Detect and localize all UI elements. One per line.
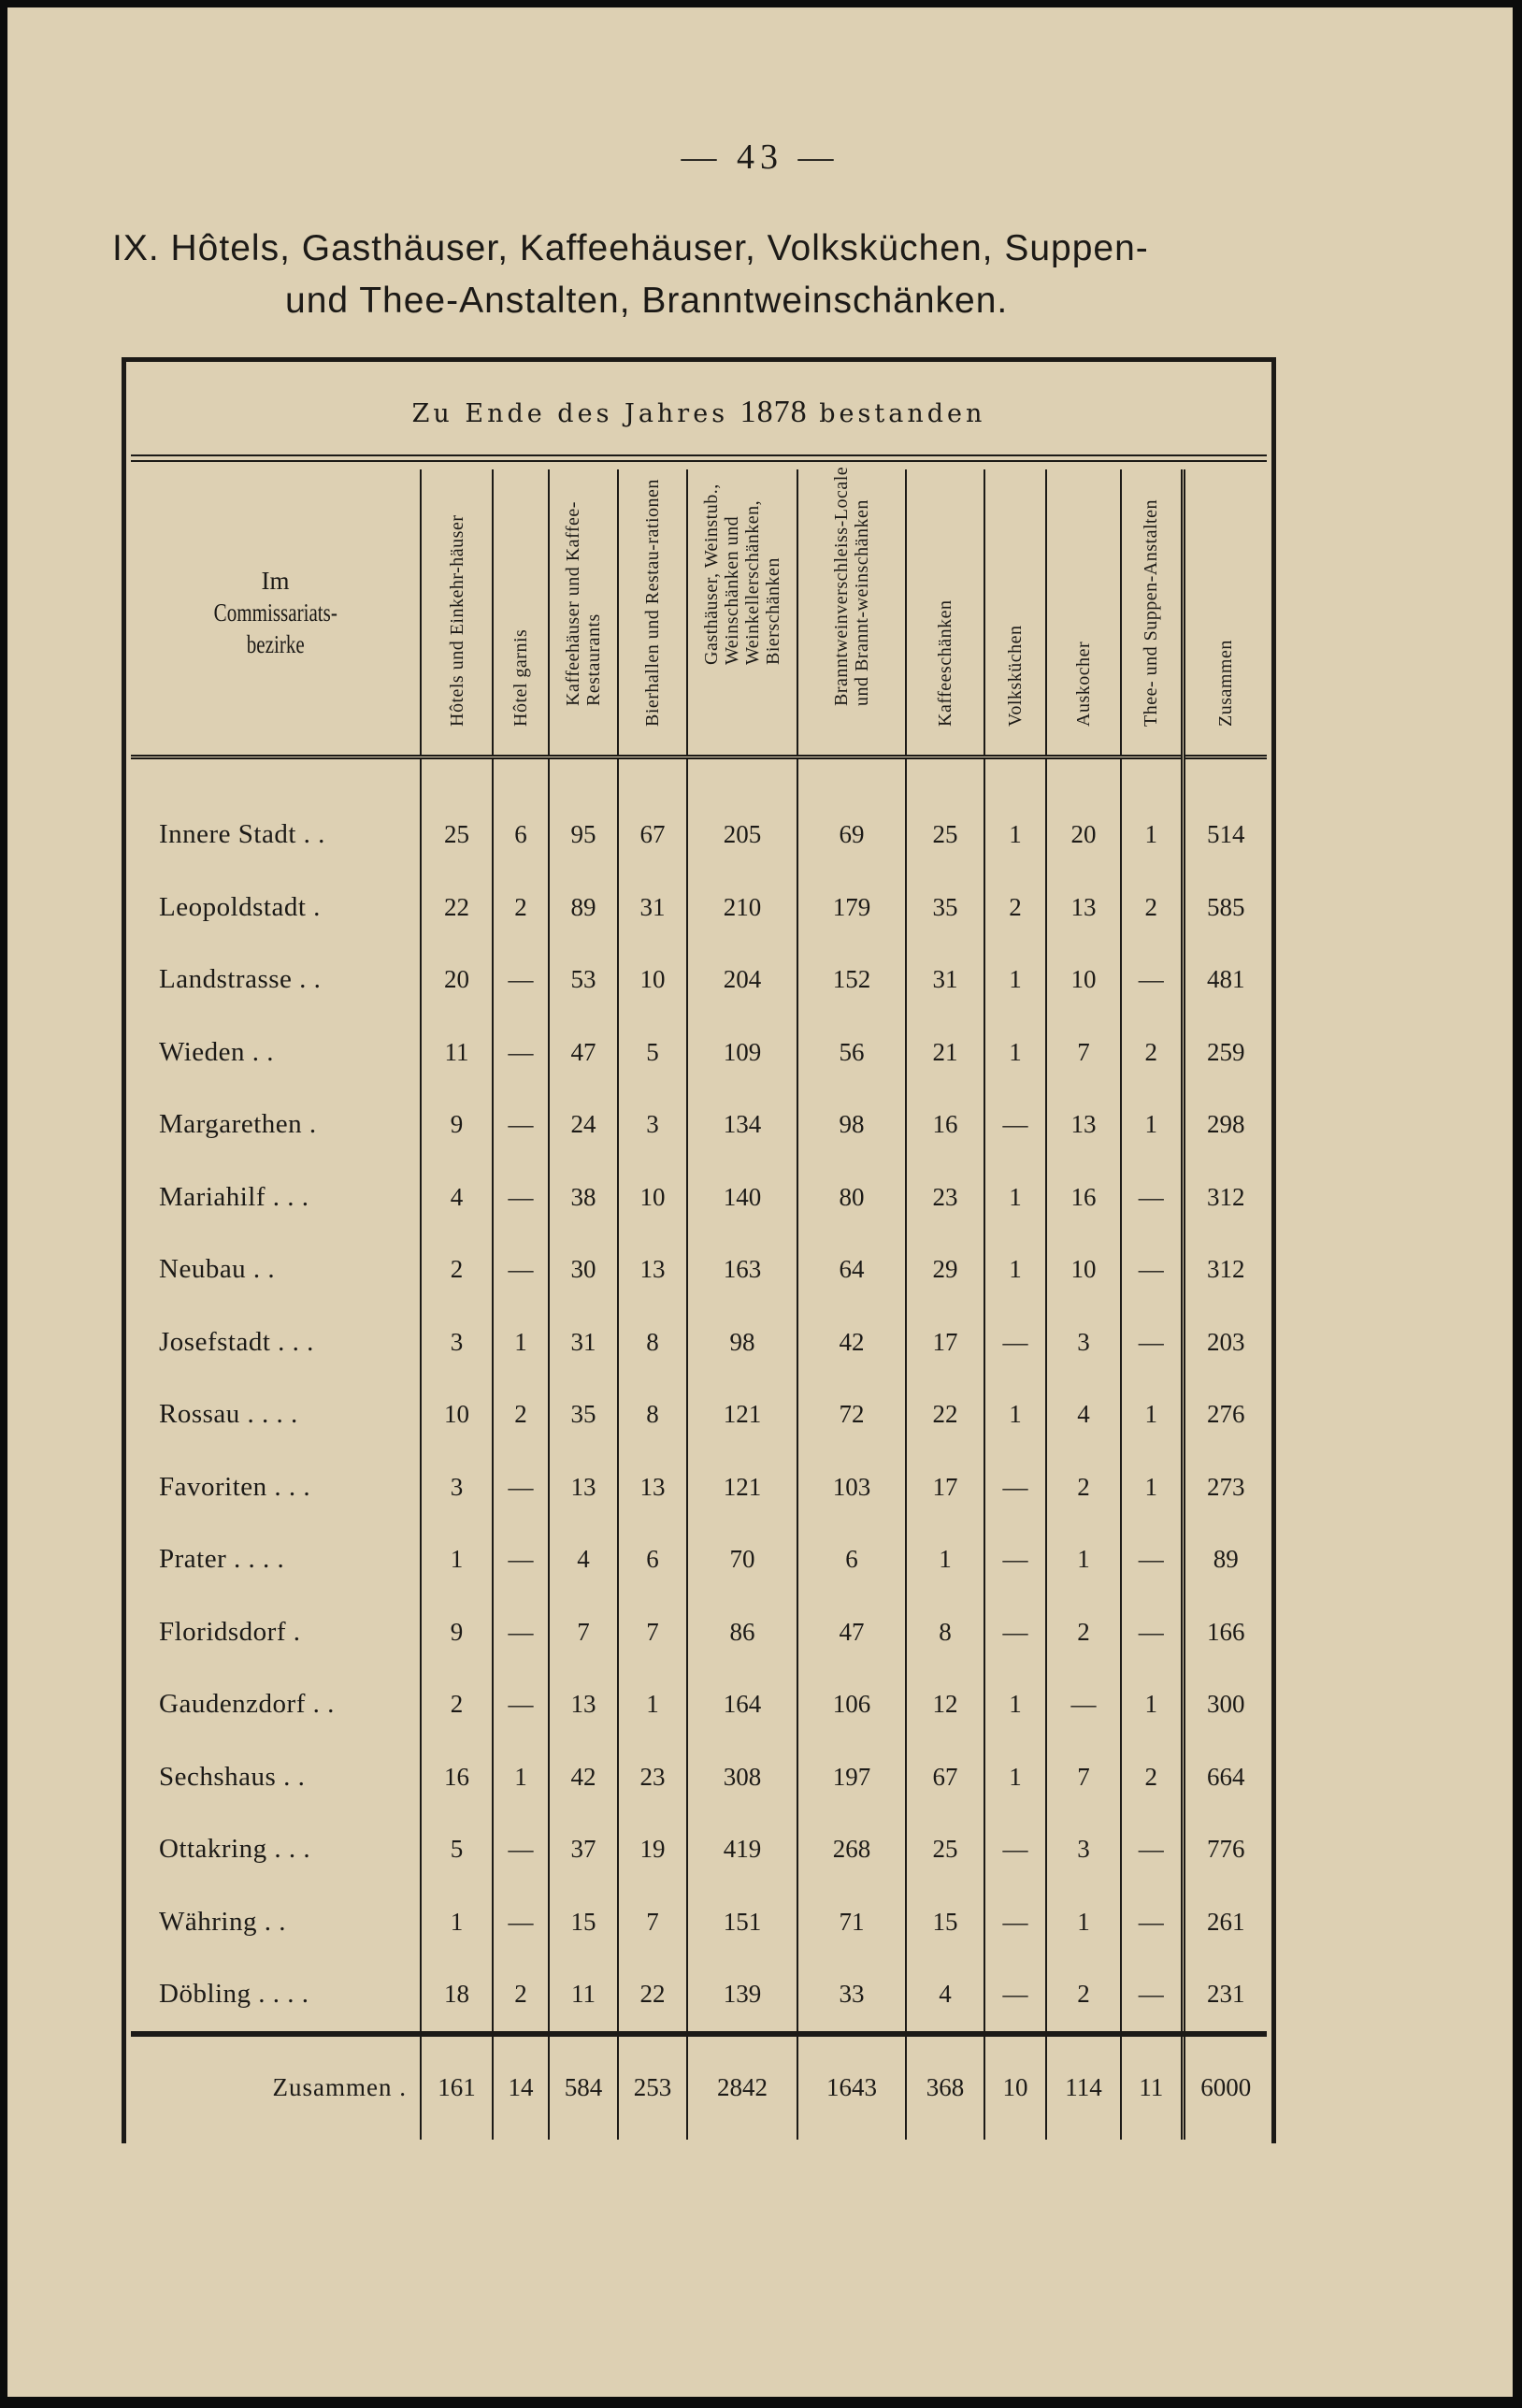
table-cell: 7	[1046, 1017, 1121, 1089]
table-cell: 13	[618, 1233, 687, 1306]
row-total-cell: 298	[1183, 1089, 1267, 1161]
caption-suffix: bestanden	[819, 399, 986, 428]
table-cell: 2	[1121, 1741, 1183, 1814]
table-cell: 13	[549, 1668, 618, 1741]
table-cell: 35	[549, 1378, 618, 1451]
table-cell: 2	[493, 872, 549, 944]
district-name: Gaudenzdorf . .	[159, 1689, 335, 1720]
table-cell: 7	[618, 1596, 687, 1669]
table-cell: —	[1121, 1306, 1183, 1379]
table-row	[131, 1523, 1267, 1596]
table-cell: 1	[984, 1741, 1046, 1814]
table-cell: 164	[687, 1668, 797, 1741]
table-row	[131, 1741, 1267, 1814]
table-cell: 1	[493, 1306, 549, 1379]
table-cell: 4	[906, 1958, 984, 2034]
table-row	[131, 1089, 1267, 1161]
table-cell: 56	[797, 1017, 906, 1089]
table-title	[112, 223, 1328, 327]
table-cell: 2	[1121, 872, 1183, 944]
table-cell: 8	[618, 1306, 687, 1379]
district-name: Margarethen .	[159, 1109, 317, 1140]
table-cell: —	[1121, 1596, 1183, 1669]
totals-cell: 14	[493, 2034, 549, 2140]
totals-cell: 253	[618, 2034, 687, 2140]
table-cell: 197	[797, 1741, 906, 1814]
row-total-cell: 300	[1183, 1668, 1267, 1741]
table-cell: —	[1121, 1886, 1183, 1959]
table-cell: —	[1121, 1233, 1183, 1306]
row-total-cell: 166	[1183, 1596, 1267, 1669]
table-row	[131, 1161, 1267, 1234]
table-row	[131, 1958, 1267, 2034]
table-cell: 10	[1046, 1233, 1121, 1306]
totals-cell: 368	[906, 2034, 984, 2140]
district-name: Mariahilf . . .	[159, 1181, 309, 1212]
table-cell: 7	[618, 1886, 687, 1959]
table-cell: 37	[549, 1813, 618, 1886]
table-cell: 17	[906, 1451, 984, 1524]
row-total-cell: 312	[1183, 1233, 1267, 1306]
document-page	[7, 7, 1513, 2397]
table-cell: 1	[1121, 799, 1183, 872]
table-cell: 69	[797, 799, 906, 872]
column-header	[1121, 469, 1183, 757]
table-cell: 3	[1046, 1306, 1121, 1379]
table-cell: 6	[618, 1523, 687, 1596]
table-row	[131, 944, 1267, 1017]
table-cell: 98	[797, 1089, 906, 1161]
table-cell: 1	[1046, 1886, 1121, 1959]
table-cell: 1	[984, 799, 1046, 872]
table-row	[131, 799, 1267, 872]
caption-prefix: Zu Ende des Jahres	[411, 399, 729, 428]
table-cell: 86	[687, 1596, 797, 1669]
district-name: Landstrasse . .	[159, 964, 322, 995]
table-cell: 3	[1046, 1813, 1121, 1886]
table-cell: 47	[797, 1596, 906, 1669]
district-name: Josefstadt . . .	[159, 1326, 314, 1357]
table-cell: 1	[1121, 1089, 1183, 1161]
district-header-line-3: bezirke	[246, 629, 305, 658]
table-cell: 17	[906, 1306, 984, 1379]
table-cell: 10	[1046, 944, 1121, 1017]
column-header-label: Auskocher	[1073, 641, 1094, 727]
table-cell: 2	[1121, 1017, 1183, 1089]
totals-cell: 584	[549, 2034, 618, 2140]
header-body-spacer	[131, 757, 1267, 800]
table-cell: 2	[493, 1958, 549, 2034]
table-row	[131, 1017, 1267, 1089]
column-header	[618, 469, 687, 757]
table-cell: —	[493, 1813, 549, 1886]
table-cell: 31	[618, 872, 687, 944]
table-cell: 1	[984, 1378, 1046, 1451]
table-cell: 5	[421, 1813, 493, 1886]
row-total-cell: 276	[1183, 1378, 1267, 1451]
table-cell: 121	[687, 1451, 797, 1524]
table-cell: 22	[618, 1958, 687, 2034]
table-cell: 6	[797, 1523, 906, 1596]
district-name: Ottakring . . .	[159, 1834, 311, 1865]
district-name: Leopoldstadt .	[159, 891, 321, 922]
table-cell: 10	[618, 1161, 687, 1234]
table-cell: 72	[797, 1378, 906, 1451]
column-header-label: Hôtels und Einkehr-häuser	[446, 514, 467, 727]
row-total-cell: 514	[1183, 799, 1267, 872]
table-cell: 12	[906, 1668, 984, 1741]
totals-cell-grand-total: 6000	[1183, 2034, 1267, 2140]
table-cell: 1	[984, 1233, 1046, 1306]
table-cell: 13	[1046, 1089, 1121, 1161]
row-total-cell: 203	[1183, 1306, 1267, 1379]
district-name: Neubau . .	[159, 1254, 276, 1285]
table-cell: 42	[797, 1306, 906, 1379]
table-cell: 23	[618, 1741, 687, 1814]
table-cell: 22	[906, 1378, 984, 1451]
table-row	[131, 1233, 1267, 1306]
row-total-cell: 664	[1183, 1741, 1267, 1814]
table-cell: —	[493, 1523, 549, 1596]
table-cell: 31	[906, 944, 984, 1017]
table-cell: 2	[421, 1233, 493, 1306]
column-header-label: Volksküchen	[1005, 625, 1026, 727]
table-cell: 163	[687, 1233, 797, 1306]
table-cell: 2	[1046, 1958, 1121, 2034]
district-name: Währing . .	[159, 1906, 286, 1937]
table-cell: 16	[906, 1089, 984, 1161]
table-cell: 7	[1046, 1741, 1121, 1814]
table-row	[131, 1668, 1267, 1741]
table-cell: 11	[549, 1958, 618, 2034]
table-cell: 103	[797, 1451, 906, 1524]
table-cell: —	[984, 1596, 1046, 1669]
table-cell: 6	[493, 799, 549, 872]
caption-year: 1878	[739, 395, 808, 429]
column-header-total	[1183, 469, 1267, 757]
table-cell: —	[1121, 1813, 1183, 1886]
table-row	[131, 1596, 1267, 1669]
district-header-line-2: Commissariats-	[213, 598, 337, 627]
row-total-cell: 312	[1183, 1161, 1267, 1234]
table-cell: 204	[687, 944, 797, 1017]
table-cell: 24	[549, 1089, 618, 1161]
table-cell: 106	[797, 1668, 906, 1741]
column-header	[797, 466, 906, 757]
table-cell: 139	[687, 1958, 797, 2034]
table-cell: 10	[618, 944, 687, 1017]
district-name: Rossau . . . .	[159, 1399, 298, 1430]
table-cell: 4	[421, 1161, 493, 1234]
table-cell: 210	[687, 872, 797, 944]
column-header-label: Kaffeeschänken	[935, 599, 955, 727]
table-cell: —	[1121, 1161, 1183, 1234]
table-cell: 4	[549, 1523, 618, 1596]
table-cell: 5	[618, 1017, 687, 1089]
district-name: Döbling . . . .	[159, 1979, 309, 2010]
totals-cell: 11	[1121, 2034, 1183, 2140]
totals-label: Zusammen .	[131, 2034, 421, 2140]
table-cell: 31	[549, 1306, 618, 1379]
district-header-line-1: Im	[261, 566, 290, 595]
title-line-2: und Thee-Anstalten, Branntweinschänken.	[285, 281, 1009, 321]
table-cell: 25	[906, 799, 984, 872]
statistics-table-frame	[122, 357, 1276, 2143]
table-cell: 9	[421, 1596, 493, 1669]
totals-cell: 10	[984, 2034, 1046, 2140]
table-cell: 4	[1046, 1378, 1121, 1451]
table-cell: 33	[797, 1958, 906, 2034]
title-line-1: IX. Hôtels, Gasthäuser, Kaffeehäuser, Volksküchen, Suppen-	[112, 228, 1149, 268]
totals-cell: 114	[1046, 2034, 1121, 2140]
table-cell: 23	[906, 1161, 984, 1234]
table-cell: 1	[984, 1668, 1046, 1741]
table-cell: 21	[906, 1017, 984, 1089]
frame-right-rule	[1271, 357, 1276, 2143]
table-cell: 1	[984, 944, 1046, 1017]
totals-cell: 161	[421, 2034, 493, 2140]
column-header	[1046, 469, 1121, 757]
table-cell: 38	[549, 1161, 618, 1234]
table-cell: 1	[906, 1523, 984, 1596]
table-cell: 2	[984, 872, 1046, 944]
table-cell: 53	[549, 944, 618, 1017]
table-cell: 1	[618, 1668, 687, 1741]
table-cell: 13	[1046, 872, 1121, 944]
table-cell: 18	[421, 1958, 493, 2034]
table-cell: 8	[906, 1596, 984, 1669]
totals-cell: 1643	[797, 2034, 906, 2140]
row-total-cell: 273	[1183, 1451, 1267, 1524]
table-cell: 80	[797, 1161, 906, 1234]
table-cell: —	[984, 1089, 1046, 1161]
table-cell: —	[493, 1451, 549, 1524]
column-header	[421, 469, 493, 757]
district-name: Sechshaus . .	[159, 1761, 306, 1792]
table-cell: 29	[906, 1233, 984, 1306]
table-cell: 20	[421, 944, 493, 1017]
table-cell: 15	[549, 1886, 618, 1959]
table-cell: —	[493, 944, 549, 1017]
caption-divider	[131, 454, 1267, 462]
table-cell: 16	[421, 1741, 493, 1814]
table-cell: 1	[493, 1741, 549, 1814]
row-total-cell: 261	[1183, 1886, 1267, 1959]
row-total-cell: 231	[1183, 1958, 1267, 2034]
table-cell: 89	[549, 872, 618, 944]
row-total-cell: 776	[1183, 1813, 1267, 1886]
column-header-label: Gasthäuser, Weinstub., Weinschänken und Weinkellerschänken, Bierschänken	[701, 483, 783, 665]
table-cell: 35	[906, 872, 984, 944]
frame-top-rule	[122, 357, 1276, 362]
table-cell: 13	[549, 1451, 618, 1524]
table-cell: 98	[687, 1306, 797, 1379]
table-cell: 3	[618, 1089, 687, 1161]
table-cell: 15	[906, 1886, 984, 1959]
table-cell: —	[1121, 1523, 1183, 1596]
table-cell: 151	[687, 1886, 797, 1959]
table-cell: —	[493, 1596, 549, 1669]
totals-row	[131, 2034, 1267, 2140]
table-row	[131, 1886, 1267, 1959]
column-header-label: Branntweinverschleiss-Locale und Brannt-weinschänken	[831, 466, 872, 706]
table-cell: —	[493, 1233, 549, 1306]
table-cell: 2	[421, 1668, 493, 1741]
table-cell: —	[984, 1306, 1046, 1379]
table-cell: 42	[549, 1741, 618, 1814]
table-cell: 1	[984, 1161, 1046, 1234]
table-row	[131, 1378, 1267, 1451]
table-cell: 47	[549, 1017, 618, 1089]
table-cell: —	[1121, 1958, 1183, 2034]
table-cell: 71	[797, 1886, 906, 1959]
table-cell: 70	[687, 1523, 797, 1596]
column-header-label: Thee- und Suppen-Anstalten	[1141, 499, 1162, 727]
column-header-label: Zusammen	[1215, 640, 1237, 727]
column-header	[906, 469, 984, 757]
district-name: Prater . . . .	[159, 1544, 285, 1575]
table-cell: —	[1121, 944, 1183, 1017]
table-row	[131, 1813, 1267, 1886]
district-column-header	[131, 469, 421, 757]
table-cell: 13	[618, 1451, 687, 1524]
table-cell: 19	[618, 1813, 687, 1886]
table-cell: 64	[797, 1233, 906, 1306]
table-cell: 134	[687, 1089, 797, 1161]
district-name: Floridsdorf .	[159, 1616, 301, 1647]
table-cell: 10	[421, 1378, 493, 1451]
table-cell: 140	[687, 1161, 797, 1234]
table-caption	[122, 395, 1276, 430]
column-header-label: Hôtel garnis	[510, 628, 531, 727]
table-cell: 1	[984, 1017, 1046, 1089]
row-total-cell: 585	[1183, 872, 1267, 944]
district-name: Wieden . .	[159, 1036, 275, 1067]
table-row	[131, 1306, 1267, 1379]
frame-left-rule	[122, 357, 126, 2143]
column-header	[549, 469, 618, 757]
table-cell: 179	[797, 872, 906, 944]
row-total-cell: 89	[1183, 1523, 1267, 1596]
row-total-cell: 481	[1183, 944, 1267, 1017]
table-cell: 308	[687, 1741, 797, 1814]
table-cell: 16	[1046, 1161, 1121, 1234]
table-cell: 1	[1046, 1523, 1121, 1596]
column-header	[687, 469, 797, 757]
column-header	[493, 469, 549, 757]
table-cell: 3	[421, 1451, 493, 1524]
table-cell: —	[984, 1813, 1046, 1886]
table-cell: 67	[618, 799, 687, 872]
table-cell: 205	[687, 799, 797, 872]
table-cell: 11	[421, 1017, 493, 1089]
district-name: Innere Stadt . .	[159, 819, 325, 850]
table-row	[131, 1451, 1267, 1524]
table-cell: —	[493, 1668, 549, 1741]
table-cell: 25	[421, 799, 493, 872]
table-cell: 2	[1046, 1596, 1121, 1669]
table-cell: —	[1046, 1668, 1121, 1741]
table-cell: 1	[421, 1523, 493, 1596]
header-row	[131, 469, 1267, 757]
column-header-label: Bierhallen und Restau-rationen	[642, 479, 663, 727]
table-cell: —	[493, 1886, 549, 1959]
table-cell: —	[984, 1523, 1046, 1596]
table-cell: 3	[421, 1306, 493, 1379]
table-cell: 8	[618, 1378, 687, 1451]
table-cell: 67	[906, 1741, 984, 1814]
table-cell: —	[984, 1451, 1046, 1524]
table-cell: 7	[549, 1596, 618, 1669]
table-cell: 30	[549, 1233, 618, 1306]
table-cell: 419	[687, 1813, 797, 1886]
table-cell: —	[984, 1958, 1046, 2034]
column-header	[984, 469, 1046, 757]
totals-cell: 2842	[687, 2034, 797, 2140]
table-cell: —	[493, 1089, 549, 1161]
table-cell: —	[493, 1161, 549, 1234]
table-cell: 152	[797, 944, 906, 1017]
column-header-label: Kaffeehäuser und Kaffee-Restaurants	[563, 501, 604, 706]
page-number: — 43 —	[681, 137, 840, 177]
table-cell: 2	[493, 1378, 549, 1451]
table-cell: —	[493, 1017, 549, 1089]
table-cell: 95	[549, 799, 618, 872]
statistics-table	[131, 466, 1267, 2140]
table-cell: 25	[906, 1813, 984, 1886]
table-cell: 268	[797, 1813, 906, 1886]
table-cell: 1	[1121, 1378, 1183, 1451]
table-cell: 2	[1046, 1451, 1121, 1524]
table-cell: 20	[1046, 799, 1121, 872]
table-cell: —	[984, 1886, 1046, 1959]
table-cell: 1	[421, 1886, 493, 1959]
table-cell: 1	[1121, 1451, 1183, 1524]
district-name: Favoriten . . .	[159, 1471, 311, 1502]
table-cell: 1	[1121, 1668, 1183, 1741]
row-total-cell: 259	[1183, 1017, 1267, 1089]
table-cell: 121	[687, 1378, 797, 1451]
table-cell: 109	[687, 1017, 797, 1089]
table-cell: 9	[421, 1089, 493, 1161]
table-cell: 22	[421, 872, 493, 944]
table-row	[131, 872, 1267, 944]
